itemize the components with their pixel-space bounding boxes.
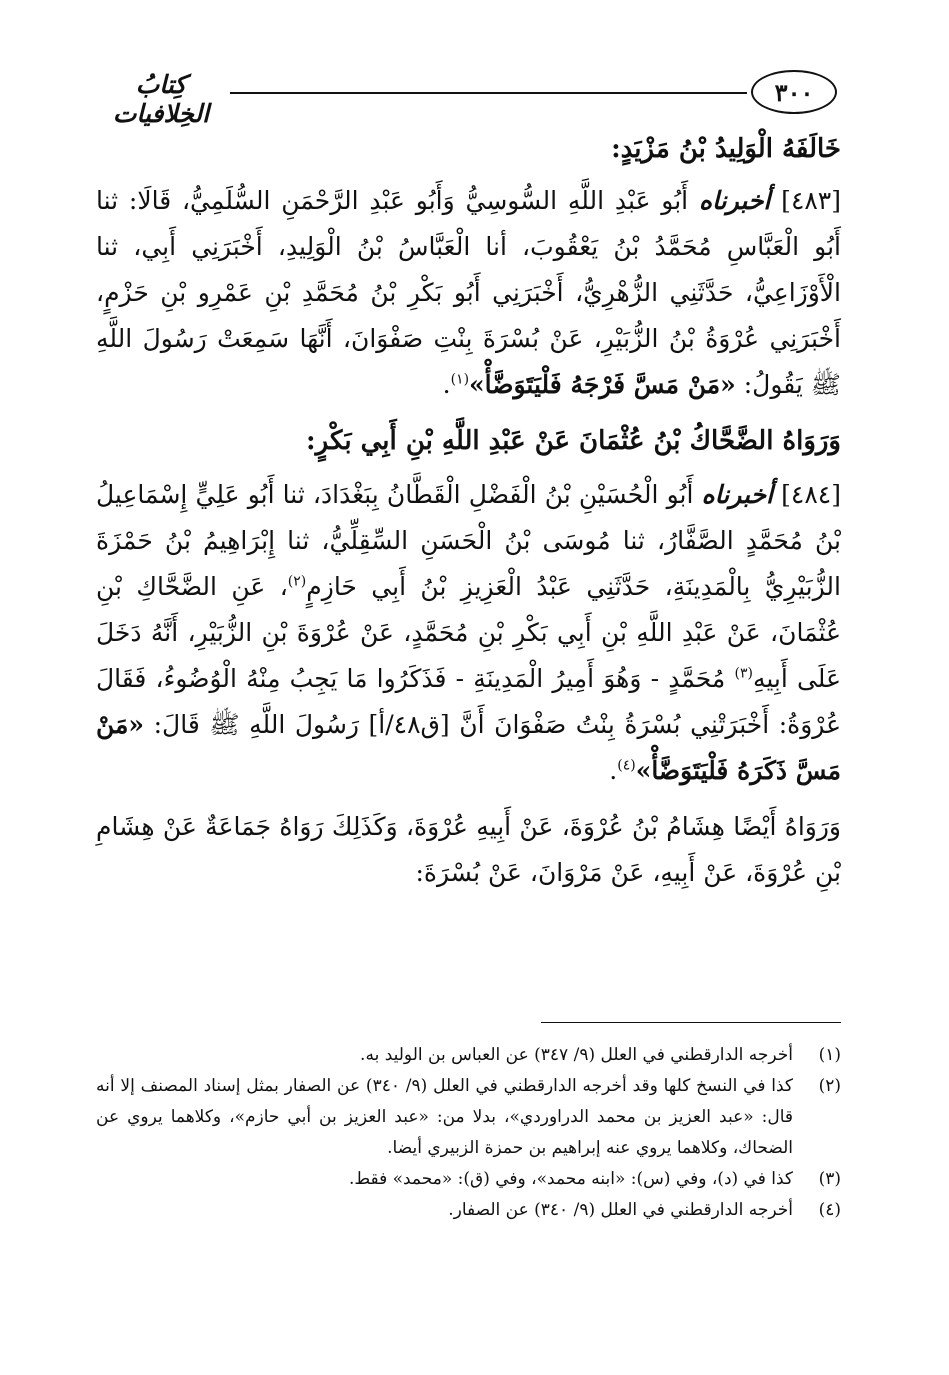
akhbarana-word: أخبرناه	[701, 480, 773, 509]
hadith-number: [٤٨٣]	[781, 186, 841, 215]
hadith-483	[96, 178, 841, 408]
header-rule	[230, 92, 747, 94]
footnote-2	[96, 1071, 841, 1164]
footnote-ref-3: (٣)	[734, 665, 753, 682]
footnote-text: أخرجه الدارقطني في العلل (٩/ ٣٤٠) عن الصفار.	[448, 1200, 793, 1220]
hadith-text: مُحَمَّدٍ - وَهُوَ أَمِيرُ الْمَدِينَةِ - فَذَكَرُوا مَا يَجِبُ مِنْهُ الْوُضُوءُ، فَقَالَ عُرْوَةُ: أَخْبَرَتْنِي بُسْرَةُ بِنْتُ صَفْوَانَ أَنَّ	[96, 664, 842, 739]
footnote-ref-1: (١)	[450, 371, 470, 388]
hadith-text: أَبُو الْحُسَيْنِ بْنُ الْفَضْلِ الْقَطَّانُ بِبَغْدَادَ، ثنا أَبُو عَلِيٍّ إِسْمَاعِيلُ بْنُ مُحَمَّدٍ الصَّفَّارُ، ثنا مُوسَى بْنُ الْحَسَنِ السِّقِلِّيُّ، ثنا إِبْرَاهِيمُ بْنُ حَمْزَةَ الزُّبَيْرِيُّ بِالْمَدِينَةِ، حَدَّثَنِي عَبْدُ الْعَزِيزِ بْنُ أَبِي حَازِمٍ	[96, 480, 841, 601]
hadith-text: رَسُولَ اللَّهِ ﷺ قَالَ:	[153, 710, 359, 739]
sentence-end: .	[442, 370, 451, 399]
footnote-text: أخرجه الدارقطني في العلل (٩/ ٣٤٧) عن العباس بن الوليد به.	[360, 1045, 793, 1065]
hadith-484	[96, 472, 841, 794]
footnote-ref-2: (٢)	[287, 573, 307, 590]
footnote-number: (١)	[818, 1045, 841, 1065]
footnote-ref-4: (٤)	[617, 757, 636, 774]
book-title: كِتابُ الخِلافيات	[112, 70, 210, 128]
closing-paragraph: وَرَوَاهُ أَيْضًا هِشَامُ بْنُ عُرْوَةَ، عَنْ أَبِيهِ عُرْوَةَ، وَكَذَلِكَ رَوَاهُ جَمَاعَةٌ عَنْ هِشَامِ بْنِ عُرْوَةَ، عَنْ أَبِيهِ، عَنْ مَرْوَانَ، عَنْ بُسْرَةَ:	[96, 812, 841, 887]
footnote-1	[96, 1040, 841, 1071]
sentence-end: .	[609, 756, 618, 785]
akhbarana-word: أخبرناه	[698, 186, 771, 215]
section-heading-1: خَالَفَهُ الْوَلِيدُ بْنُ مَزْيَدٍ:	[611, 134, 841, 164]
page-header	[96, 70, 837, 128]
footnote-4	[96, 1195, 841, 1226]
main-text	[96, 126, 841, 896]
section-heading-2: وَرَوَاهُ الضَّحَّاكُ بْنُ عُثْمَانَ عَنْ عَبْدِ اللَّهِ بْنِ أَبِي بَكْرٍ:	[306, 426, 841, 456]
footnote-text: كذا في (د)، وفي (س): «ابنه محمد»، وفي (ق): «محمد» فقط.	[348, 1169, 793, 1189]
footnote-text: كذا في النسخ كلها وقد أخرجه الدارقطني في العلل (٩/ ٣٤٠) عن الصفار بمثل إسناد المصنف إلا أنه قال: «عبد العزيز بن محمد الدراوردي»، بدلا من: «عبد العزيز بن أبي حازم»، وكلاهما يروي عن الضحاك، وكلاهما يروي عنه إبراهيم بن حمزة الزبيري أيضا.	[96, 1076, 793, 1158]
manuscript-ref: [ق٤٨/أ]	[368, 710, 450, 739]
footnote-number: (٢)	[818, 1076, 841, 1096]
hadith-text: ، عَنِ الضَّحَّاكِ بْنِ عُثْمَانَ، عَنْ عَبْدِ اللَّهِ بْنِ أَبِي بَكْرِ بْنِ مُحَمَّدٍ، عَنْ عُرْوَةَ بْنِ الزُّبَيْرِ، أَنَّهُ دَخَلَ عَلَى أَبِيهِ	[96, 572, 841, 693]
footnote-number: (٣)	[818, 1169, 841, 1189]
footnote-separator	[541, 1022, 841, 1023]
hadith-quote: «مَنْ مَسَّ ذَكَرَهُ فَلْيَتَوَضَّأْ»	[96, 710, 841, 785]
footnote-3	[96, 1164, 841, 1195]
footnote-number: (٤)	[818, 1200, 841, 1220]
page-number: ٣٠٠	[751, 70, 837, 114]
hadith-quote: «مَنْ مَسَّ فَرْجَهُ فَلْيَتَوَضَّأْ»	[469, 370, 736, 399]
hadith-number: [٤٨٤]	[781, 480, 841, 509]
footnotes	[96, 1040, 841, 1226]
hadith-text: أَبُو عَبْدِ اللَّهِ السُّوسِيُّ وَأَبُو عَبْدِ الرَّحْمَنِ السُّلَمِيُّ، قَالَا: ثنا أَبُو الْعَبَّاسِ مُحَمَّدُ بْنُ يَعْقُوبَ، أنا الْعَبَّاسُ بْنُ الْوَلِيدِ، أَخْبَرَنِي أَبِي، ثنا الْأَوْزَاعِيُّ، حَدَّثَنِي الزُّهْرِيُّ، أَخْبَرَنِي أَبُو بَكْرِ بْنُ مُحَمَّدِ بْنِ عَمْرِو بْنِ حَزْمٍ، أَخْبَرَنِي عُرْوَةُ بْنُ الزُّبَيْرِ، عَنْ بُسْرَةَ بِنْتِ صَفْوَانَ، أَنَّهَا سَمِعَتْ رَسُولَ اللَّهِ ﷺ يَقُولُ:	[96, 186, 841, 399]
